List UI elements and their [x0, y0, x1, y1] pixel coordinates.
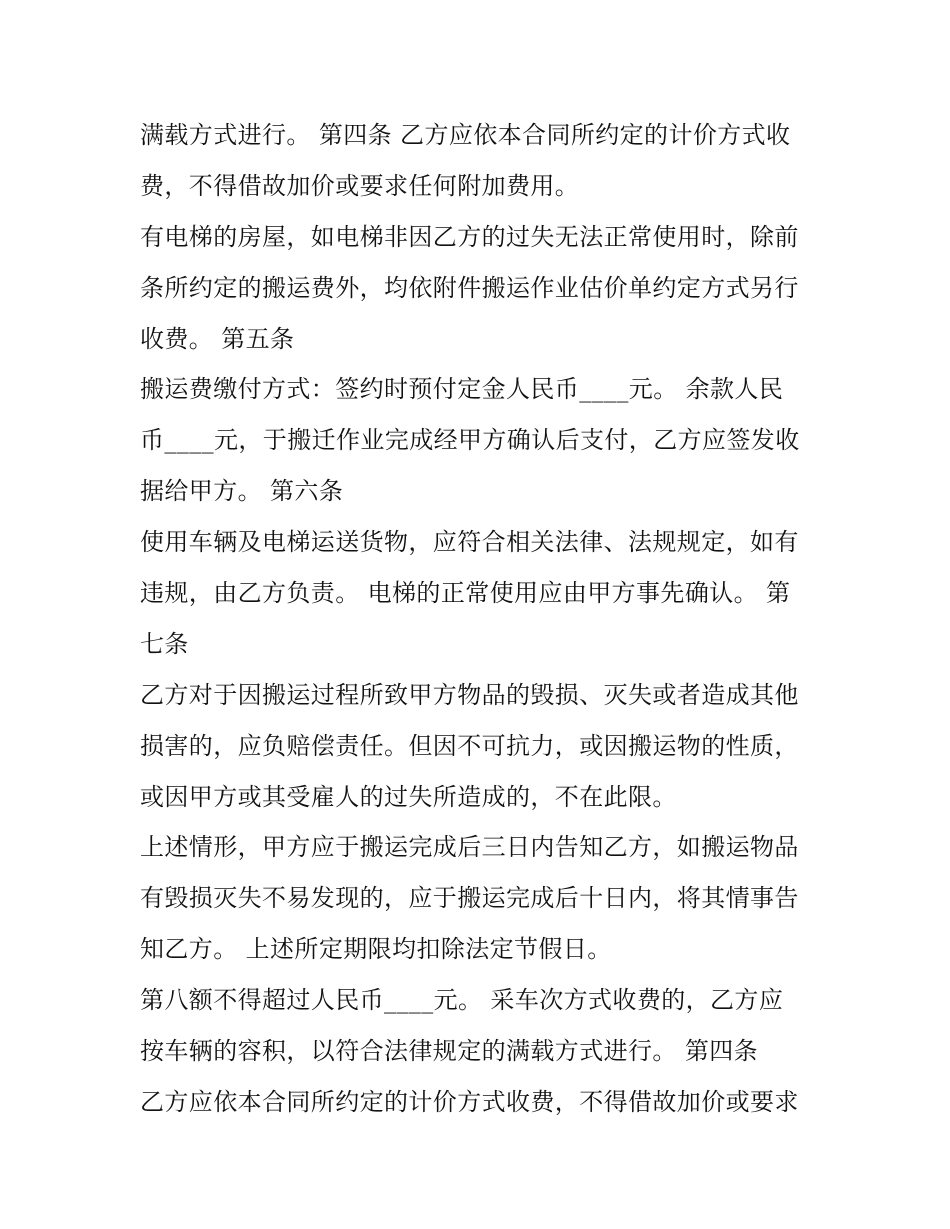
text-line: 上述情形，甲方应于搬运完成后三日内告知乙方，如搬运物品 [140, 833, 799, 862]
text-line: 知乙方。 上述所定期限均扣除法定节假日。 [140, 935, 612, 964]
text-line: 搬运费缴付方式：签约时预付定金人民币____元。 余款人民 [140, 375, 784, 404]
text-line: 七条 [140, 629, 189, 658]
text-line: 满载方式进行。 第四条 乙方应依本合同所约定的计价方式收 [140, 121, 791, 149]
text-line: 按车辆的容积，以符合法律规定的满载方式进行。 第四条 [140, 1037, 759, 1066]
text-line: 违规，由乙方负责。 电梯的正常使用应由甲方事先确认。 第 [140, 579, 791, 608]
text-line: 第八额不得超过人民币____元。 采车次方式收费的，乙方应 [140, 986, 784, 1015]
text-line: 乙方应依本合同所约定的计价方式收费，不得借故加价或要求 [140, 1087, 799, 1116]
text-line: 或因甲方或其受雇人的过失所造成的，不在此限。 [140, 782, 677, 811]
text-line: 有毁损灭失不易发现的，应于搬运完成后十日内，将其情事告 [140, 884, 799, 913]
document-body [140, 110, 820, 1128]
text-line: 乙方对于因搬运过程所致甲方物品的毁损、灭失或者造成其他 [140, 680, 799, 709]
text-line: 使用车辆及电梯运送货物，应符合相关法律、法规规定，如有 [140, 528, 799, 557]
text-line: 收费。 第五条 [140, 324, 295, 353]
text-line: 条所约定的搬运费外，均依附件搬运作业估价单约定方式另行 [140, 273, 799, 302]
text-line: 币____元，于搬迁作业完成经甲方确认后支付，乙方应签发收 [140, 426, 800, 455]
text-line: 损害的，应负赔偿责任。但因不可抗力，或因搬运物的性质， [140, 731, 799, 760]
text-line: 费，不得借故加价或要求任何附加费用。 [140, 171, 580, 200]
text-line: 有电梯的房屋，如电梯非因乙方的过失无法正常使用时，除前 [140, 222, 799, 251]
text-line: 据给甲方。 第六条 [140, 477, 344, 506]
